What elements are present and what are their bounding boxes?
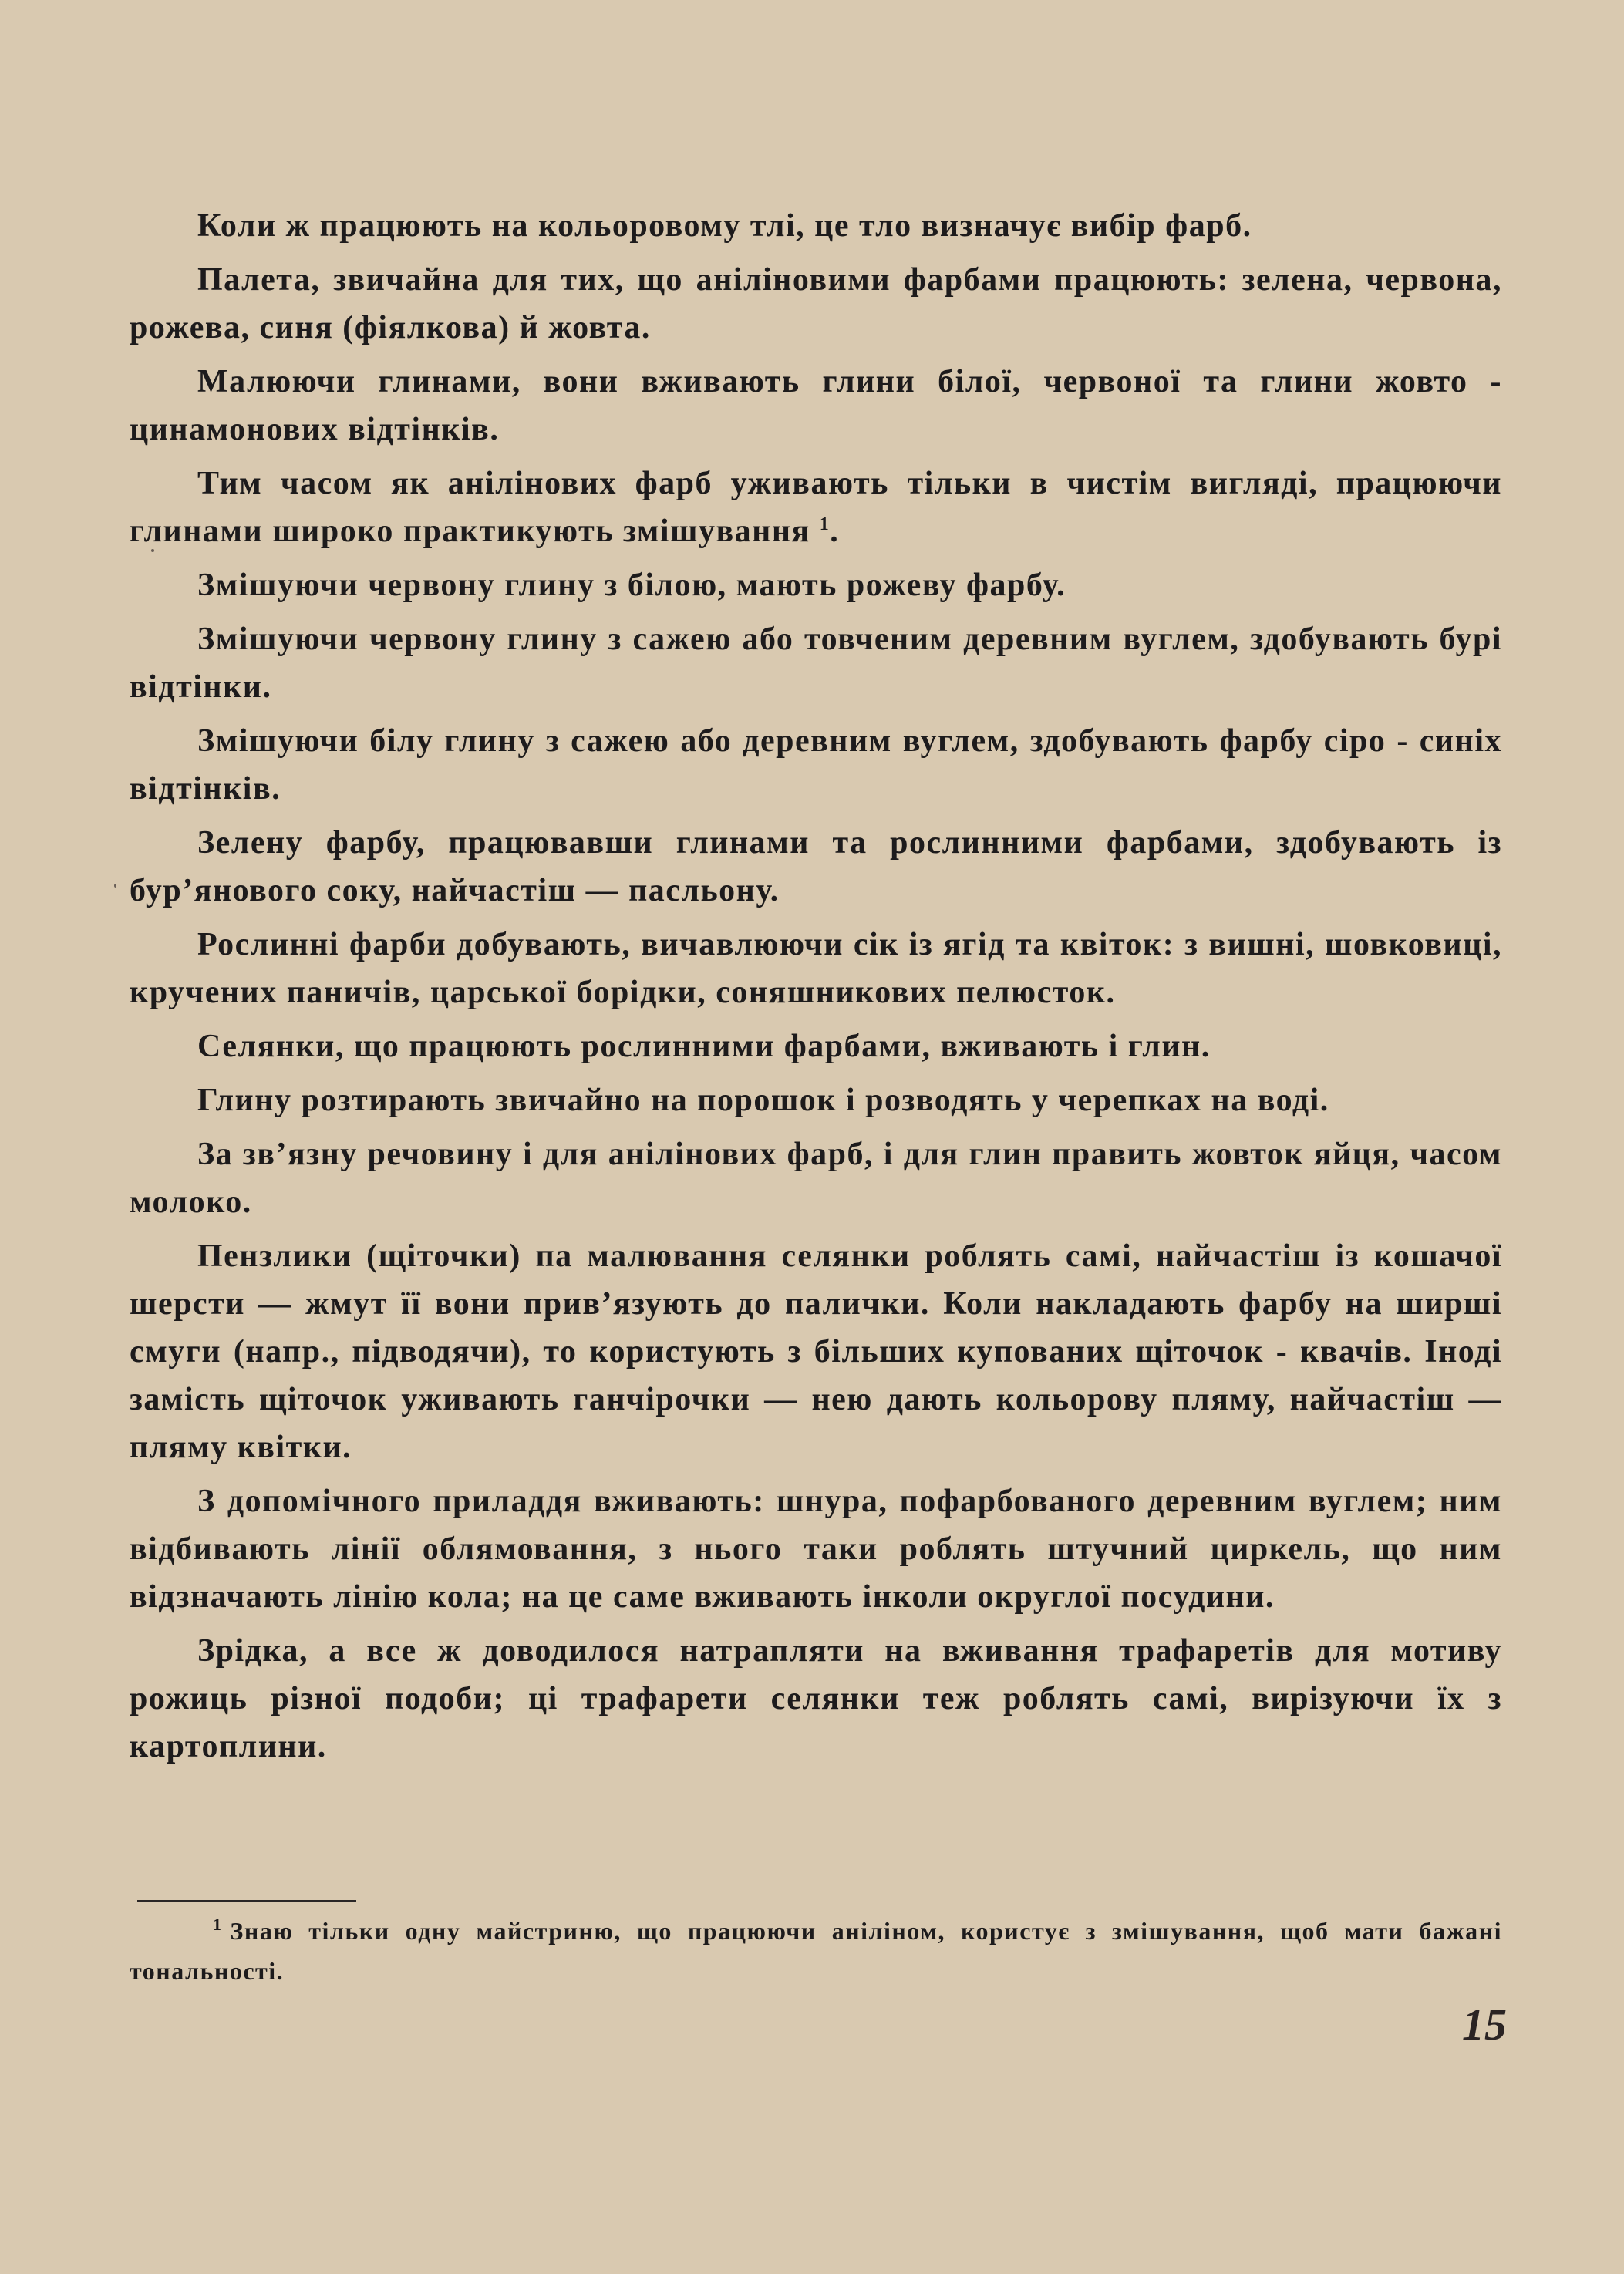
paper-speck (114, 884, 116, 888)
paragraph-text: Тим часом як анілінових фарб уживають тільки в чистім вигляді, працюючи глинами широко практикують змішування (130, 466, 1502, 549)
body-text (130, 202, 1502, 1777)
page-number: 15 (1462, 1999, 1507, 2050)
footnote-separator (137, 1900, 356, 1902)
paper-speck (151, 549, 154, 552)
paragraph: Коли ж працюють на кольоровому тлі, це тло визначує вибір фарб. (197, 208, 1252, 244)
footnote-text: Знаю тільки одну майстриню, що працюючи аніліном, користує з змішування, щоб мати бажані тональності. (130, 1917, 1502, 1985)
paragraph: Рослинні фарби добувають, вичавлюючи сік із ягід та квіток: з вишні, шовковиці, кручених паничів, царської борідки, соняшникових пелюсток. (130, 927, 1502, 1010)
paragraph: З допомічного приладдя вживають: шнура, пофарбованого деревним вуглем; ним відбивають лінії облямовання, з нього таки роблять штучний циркель, що ним відзначають лінію кола; на це саме вживають інколи округлої посудини. (130, 1484, 1502, 1615)
footnote (130, 1911, 1502, 1991)
paragraph: За зв’язну речовину і для анілінових фарб, і для глин править жовток яйця, часом молоко. (130, 1137, 1502, 1220)
paragraph: Змішуючи червону глину з сажею або товченим деревним вуглем, здобувають бурі відтінки. (130, 622, 1502, 705)
paragraph: Палета, звичайна для тих, що аніліновими фарбами працюють: зелена, червона, рожева, синя (фіялкова) й жовта. (130, 262, 1502, 345)
paragraph: Селянки, що працюють рослинними фарбами, вживають і глин. (197, 1029, 1211, 1064)
footnote-reference[interactable]: 1 (819, 514, 831, 534)
paragraph: Глину розтирають звичайно на порошок і розводять у черепках на воді. (197, 1083, 1329, 1118)
paragraph: Пензлики (щіточки) па малювання селянки роблять самі, найчастіш із кошачої шерсти — жмут її вони прив’язують до палички. Коли накладають фарбу на ширші смуги (напр., підводячи), то користують з більших купованих щіточок - квачів. Іноді замість щіточок уживають ганчірочки — нею дають кольорову пляму, найчастіш — пляму квітки. (130, 1238, 1502, 1465)
paragraph: Зелену фарбу, працювавши глинами та рослинними фарбами, здобувають із бур’янового соку, найчастіш — пасльону. (130, 825, 1502, 908)
paragraph: Змішуючи червону глину з білою, мають рожеву фарбу. (197, 568, 1066, 603)
footnote-marker: 1 (213, 1915, 223, 1935)
paragraph: Змішуючи білу глину з сажею або деревним вуглем, здобувають фарбу сіро - синіх відтінків. (130, 723, 1502, 807)
paragraph: Малюючи глинами, вони вживають глини білої, червоної та глини жовто - цинамонових відтінків. (130, 364, 1502, 447)
paragraph-with-footnote-ref: Тим часом як анілінових фарб уживають тільки в чистім вигляді, працюючи глинами широко практикують змішування $^1$. (130, 466, 1502, 549)
paragraph: Зрідка, а все ж доводилося натрапляти на вживання трафаретів для мотиву рожиць різної подоби; ці трафарети селянки теж роблять самі, вирізуючи їх з картоплини. (130, 1633, 1502, 1764)
